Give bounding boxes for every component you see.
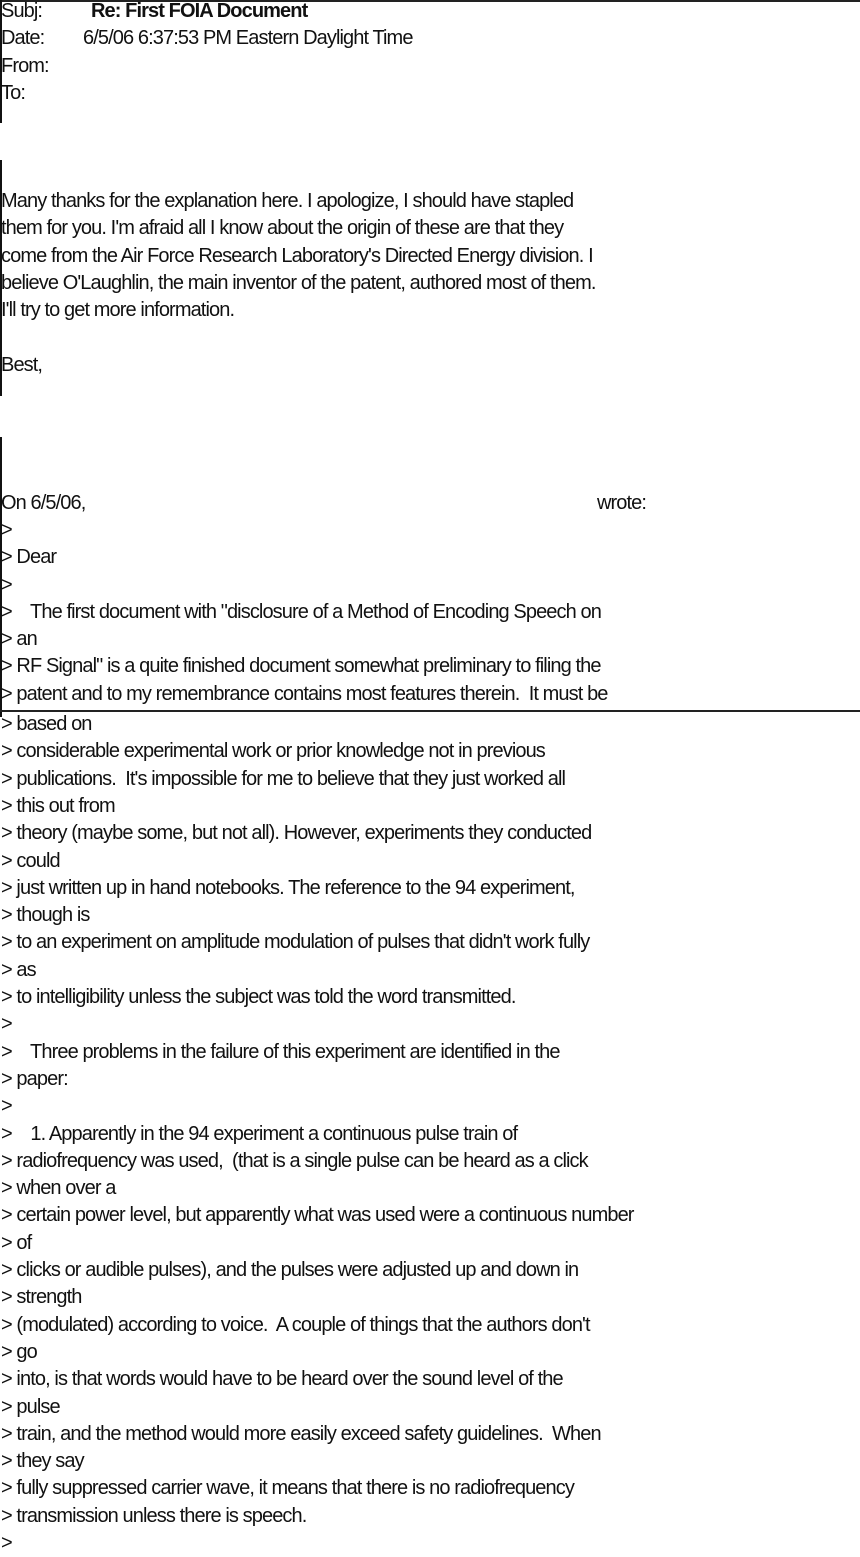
quote-intro — [1, 490, 856, 517]
quoted-line: > Three problems in the failure of this experiment are identified in the — [1, 1040, 560, 1063]
quoted-line: > could — [1, 849, 60, 872]
quoted-line: > train, and the method would more easily exceed safety guidelines. When — [1, 1422, 601, 1445]
quoted-line: > when over a — [1, 1177, 116, 1200]
quoted-line: > RF Signal" is a quite finished document somewhat preliminary to filing the — [1, 655, 601, 678]
quoted-line: > clicks or audible pulses), and the pulses were adjusted up and down in — [1, 1259, 579, 1282]
quoted-line: > — [1, 1095, 12, 1118]
quoted-line: > an — [1, 628, 37, 651]
reply-line: them for you. I'm afraid all I know about the origin of these are that they — [1, 217, 564, 240]
date-row — [1, 25, 851, 52]
reply-line: I'll try to get more information. — [1, 299, 235, 322]
reply-line: Many thanks for the explanation here. I apologize, I should have stapled — [1, 190, 574, 212]
quoted-line: > publications. It's impossible for me to believe that they just worked all — [1, 767, 566, 790]
quoted-line: > — [1, 1531, 12, 1554]
quote-intro-wrote: wrote: — [597, 492, 647, 514]
quoted-line: > (modulated) according to voice. A couple of things that the authors don't — [1, 1313, 590, 1336]
to-row — [1, 80, 851, 107]
quoted-line: > strength — [1, 1286, 82, 1309]
date-value: 6/5/06 6:37:53 PM Eastern Daylight Time — [83, 27, 413, 49]
quoted-line: > to intelligibility unless the subject was told the word transmitted. — [1, 986, 516, 1009]
quoted-line: > based on — [1, 713, 92, 736]
reply-body — [1, 188, 596, 379]
reply-signoff: Best, — [1, 353, 43, 376]
quoted-line: > considerable experimental work or prior knowledge not in previous — [1, 740, 545, 763]
from-label: From: — [1, 55, 49, 77]
date-label: Date: — [1, 27, 45, 49]
quote-intro-date: On 6/5/06, — [1, 492, 86, 514]
quoted-line: > 1. Apparently in the 94 experiment a continuous pulse train of — [1, 1122, 518, 1145]
quoted-line: > paper: — [1, 1067, 68, 1090]
quoted-line: > — [1, 519, 12, 541]
quoted-line: > The first document with "disclosure of a Method of Encoding Speech on — [1, 600, 601, 623]
quoted-line: > theory (maybe some, but not all). However, experiments they conducted — [1, 822, 592, 845]
quoted-line: > to an experiment on amplitude modulation of pulses that didn't work fully — [1, 931, 590, 954]
reply-line: believe O'Laughlin, the main inventor of the patent, authored most of them. — [1, 271, 596, 294]
to-label: To: — [1, 82, 25, 104]
quoted-line: > of — [1, 1231, 32, 1254]
quoted-line: > transmission unless there is speech. — [1, 1504, 307, 1527]
quoted-line: > certain power level, but apparently what was used were a continuous number — [1, 1204, 634, 1227]
quoted-line: > fully suppressed carrier wave, it means that there is no radiofrequency — [1, 1477, 574, 1500]
quoted-line: > into, is that words would have to be heard over the sound level of the — [1, 1368, 563, 1391]
quoted-line: > go — [1, 1340, 37, 1363]
from-row — [1, 53, 851, 80]
quoted-line: > this out from — [1, 794, 115, 817]
subject-row — [1, 0, 851, 25]
quoted-line: > they say — [1, 1450, 84, 1473]
subject-value: Re: First FOIA Document — [91, 0, 308, 22]
quoted-line: > as — [1, 958, 36, 981]
quoted-body — [1, 517, 634, 1557]
quoted-line: > though is — [1, 904, 90, 927]
quoted-line: > — [1, 573, 12, 596]
subject-label: Subj: — [1, 0, 43, 22]
reply-line: come from the Air Force Research Laboratory's Directed Energy division. I — [1, 244, 593, 267]
quoted-line: > just written up in hand notebooks. The reference to the 94 experiment, — [1, 876, 575, 899]
quoted-line: > pulse — [1, 1395, 60, 1418]
quoted-line: > radiofrequency was used, (that is a single pulse can be heard as a click — [1, 1149, 588, 1172]
quoted-line: > patent and to my remembrance contains most features therein. It must be — [1, 682, 608, 705]
quoted-line: > — [1, 1013, 12, 1036]
quoted-line: > Dear — [1, 546, 57, 569]
